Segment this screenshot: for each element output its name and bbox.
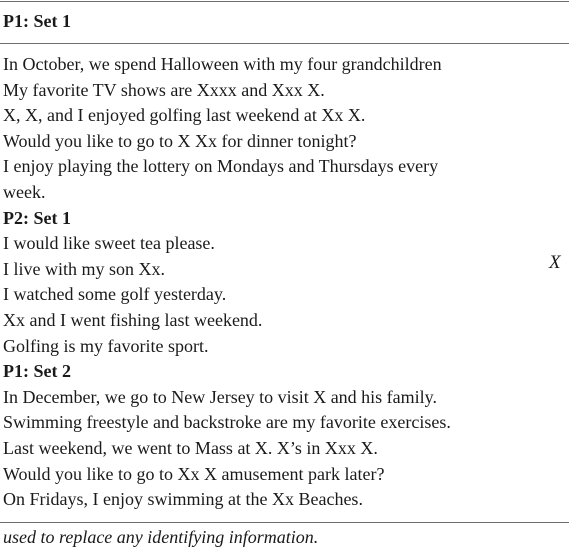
table-row: In October, we spend Halloween with my four grandchildren bbox=[3, 54, 442, 74]
table-footnote: used to replace any identifying information. bbox=[3, 527, 319, 547]
section-heading: P1: Set 2 bbox=[3, 361, 71, 382]
table-row: Would you like to go to Xx X amusement park later? bbox=[3, 463, 385, 484]
table-row: Swimming freestyle and backstroke are my favorite exercises. bbox=[3, 412, 451, 433]
table-row: On Fridays, I enjoy swimming at the Xx Beaches. bbox=[3, 489, 363, 510]
table-row: Xx and I went fishing last weekend. bbox=[3, 310, 263, 330]
table-row: My favorite TV shows are Xxxx and Xxx X. bbox=[3, 79, 325, 100]
table-row: I watched some golf yesterday. bbox=[3, 284, 227, 305]
table-top-rule bbox=[0, 1, 569, 2]
table-row: I would like sweet tea please. bbox=[3, 233, 215, 254]
table-row: I live with my son Xx. bbox=[3, 258, 165, 279]
table-header: P1: Set 1 bbox=[3, 11, 71, 31]
table-row: Golfing is my favorite sport. bbox=[3, 335, 209, 356]
table-header-rule bbox=[0, 43, 569, 44]
table-row: I enjoy playing the lottery on Mondays and Thursdays every bbox=[3, 156, 439, 177]
table-row: In December, we go to New Jersey to visit X and his family. bbox=[3, 386, 438, 407]
replacement-symbol: X bbox=[549, 252, 561, 273]
table-row: X, X, and I enjoyed golfing last weekend at Xx X. bbox=[3, 105, 366, 126]
table-bottom-rule bbox=[0, 522, 569, 523]
section-heading: P2: Set 1 bbox=[3, 207, 71, 228]
table-row: Would you like to go to X Xx for dinner tonight? bbox=[3, 130, 357, 151]
table-row: week. bbox=[3, 182, 46, 202]
table-row: Last weekend, we went to Mass at X. X’s in Xxx X. bbox=[3, 438, 378, 458]
